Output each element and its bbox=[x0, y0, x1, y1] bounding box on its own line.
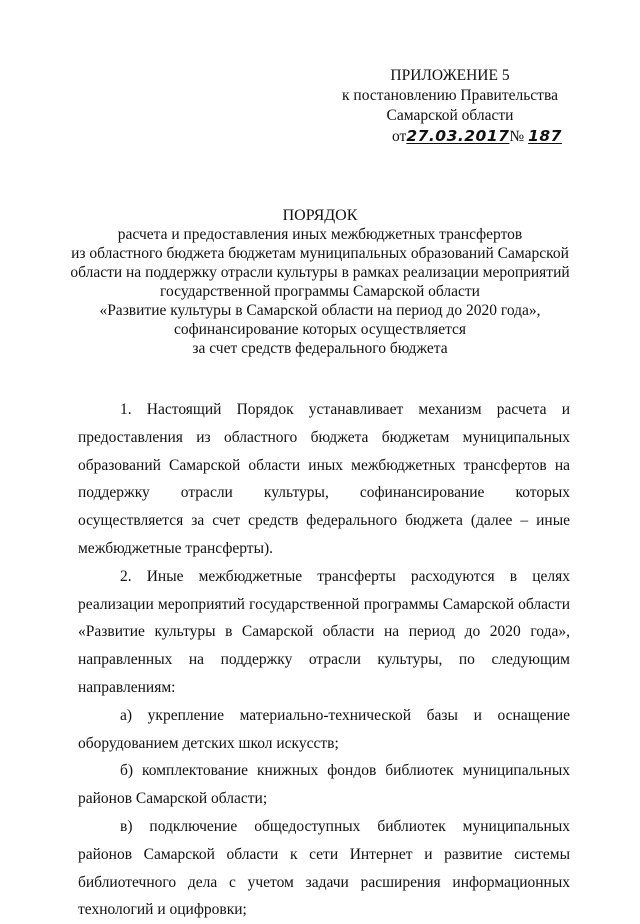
heading-line: «Развитие культуры в Самарской области на период до 2020 года», bbox=[99, 302, 541, 319]
annex-title: ПРИЛОЖЕНИЕ 5 bbox=[390, 67, 510, 84]
date-prefix: от bbox=[392, 128, 407, 145]
paragraph-2: 2. Иные межбюджетные трансферты расходуются в целях реализации мероприятий государственной программы Самарской области «Развитие культуры в Самарской области на период до 2020 года», направленных на поддержку отрасли культуры, по следующим направлениям: bbox=[78, 567, 570, 696]
heading-line: государственной программы Самарской области bbox=[160, 283, 480, 300]
heading-line: за счет средств федерального бюджета bbox=[192, 340, 448, 357]
paragraph-2b: б) комплектование книжных фондов библиотек муниципальных районов Самарской области; bbox=[78, 762, 570, 808]
annex-line-decree: к постановлению Правительства bbox=[342, 87, 558, 104]
number-prefix: № bbox=[509, 128, 525, 145]
paragraph-2a: а) укрепление материально-технической базы и оснащение оборудованием детских школ искусств; bbox=[78, 706, 570, 752]
annex-header bbox=[330, 66, 570, 147]
handwritten-number: 187 bbox=[528, 127, 562, 145]
annex-date-number bbox=[330, 126, 570, 147]
heading-title: ПОРЯДОК bbox=[282, 207, 358, 224]
heading-line: расчета и предоставления иных межбюджетных трансфертов bbox=[117, 226, 523, 243]
heading-line: области на поддержку отрасли культуры в рамках реализации мероприятий bbox=[70, 264, 570, 281]
heading-line: из областного бюджета бюджетам муниципальных образований Самарской bbox=[71, 245, 569, 262]
document-heading bbox=[70, 206, 570, 358]
document-body bbox=[78, 396, 570, 924]
paragraph-2c: в) подключение общедоступных библиотек муниципальных районов Самарской области к сети Интернет и развитие системы библиотечного дела с учетом задачи расширения информационных технологий и оцифровки; bbox=[78, 817, 570, 919]
annex-line-region: Самарской области bbox=[386, 107, 514, 124]
heading-line: софинансирование которых осуществляется bbox=[173, 321, 467, 338]
handwritten-date: 27.03.2017 bbox=[406, 127, 510, 145]
paragraph-1: 1. Настоящий Порядок устанавливает механизм расчета и предоставления из областного бюджета бюджетам муниципальных образований Самарской области иных межбюджетных трансфертов на поддержку отрасли культуры, софинансирование которых осуществляется за счет средств федерального бюджета (далее – иные межбюджетные трансферты). bbox=[78, 401, 570, 557]
